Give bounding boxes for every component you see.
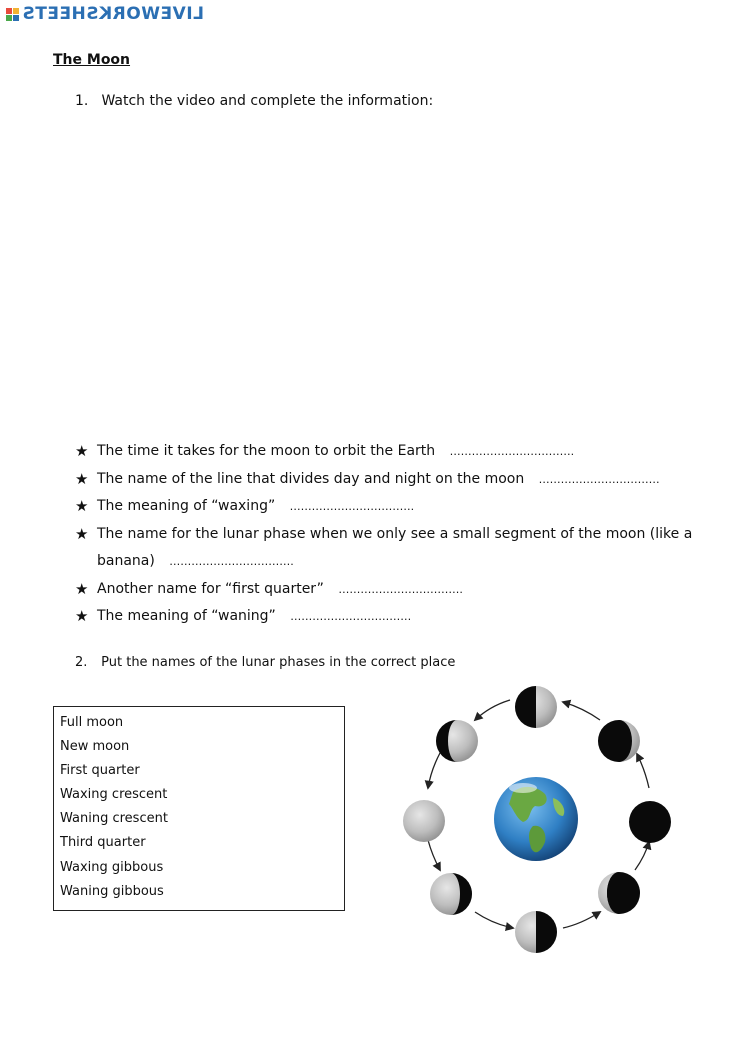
page-title: The Moon (53, 52, 131, 68)
moon-upper-left-icon (436, 720, 478, 762)
item-text: The name of the line that divides day and night on the moon (97, 470, 525, 487)
moon-bottom-icon (515, 911, 557, 953)
moon-upper-right-icon (598, 720, 640, 762)
star-icon: ★ (75, 497, 89, 516)
item-text: The meaning of “waning” (97, 608, 276, 625)
star-icon: ★ (75, 469, 89, 488)
phase-name-item[interactable]: Full moon (60, 715, 124, 730)
item-text: The name for the lunar phase when we only see a small segment of the moon (like a banana) (97, 526, 693, 569)
phase-name-item[interactable]: Waxing crescent (60, 787, 168, 803)
star-icon: ★ (75, 525, 89, 544)
item-text: The meaning of “waxing” (97, 498, 276, 515)
moon-lower-left-icon (430, 873, 472, 915)
phase-name-item[interactable]: Waning crescent (60, 811, 168, 827)
info-list (75, 438, 715, 631)
phase-names-box (53, 706, 345, 911)
phase-name-item[interactable]: Waxing gibbous (60, 859, 164, 875)
moon-right-icon (629, 801, 671, 843)
question-2-text: Put the names of the lunar phases in the correct place (101, 655, 456, 670)
answer-blank[interactable]: …………………………… (290, 610, 412, 624)
answer-blank[interactable]: …………………………… (538, 472, 660, 486)
question-1-number: 1. (75, 93, 89, 109)
star-icon: ★ (75, 442, 89, 460)
list-item (75, 521, 715, 575)
moon-top-icon (515, 686, 557, 728)
item-text: Another name for “first quarter” (97, 580, 324, 597)
moon-left-icon (403, 800, 445, 842)
earth-image (494, 777, 578, 861)
moon-lower-right-icon (598, 872, 640, 914)
question-2 (75, 655, 455, 670)
video-area[interactable] (53, 120, 693, 430)
lunar-phases-diagram (395, 680, 685, 960)
list-item (75, 576, 715, 604)
answer-blank[interactable]: ……………………………. (338, 582, 463, 596)
phase-name-item[interactable]: Waning gibbous (60, 883, 164, 899)
list-item (75, 438, 715, 466)
phase-name-item[interactable]: Third quarter (60, 835, 146, 851)
logo-blocks-icon (6, 8, 19, 21)
phase-name-item[interactable]: New moon (60, 739, 130, 755)
question-1 (75, 93, 433, 109)
logo-text: LIVEWORKSHEETS (22, 4, 204, 24)
item-text: The time it takes for the moon to orbit the Earth (97, 443, 436, 459)
list-item (75, 466, 715, 494)
question-2-number: 2. (75, 655, 88, 670)
liveworksheets-logo (6, 4, 204, 24)
phase-name-item[interactable]: First quarter (60, 763, 140, 779)
star-icon: ★ (75, 579, 89, 598)
answer-blank[interactable]: ……………………………. (169, 554, 294, 568)
list-item (75, 493, 715, 521)
list-item (75, 603, 715, 631)
answer-blank[interactable]: ……………………………. (289, 500, 415, 514)
answer-blank[interactable]: ……………………………. (449, 445, 575, 458)
question-1-text: Watch the video and complete the information: (101, 93, 434, 109)
star-icon: ★ (75, 607, 89, 626)
